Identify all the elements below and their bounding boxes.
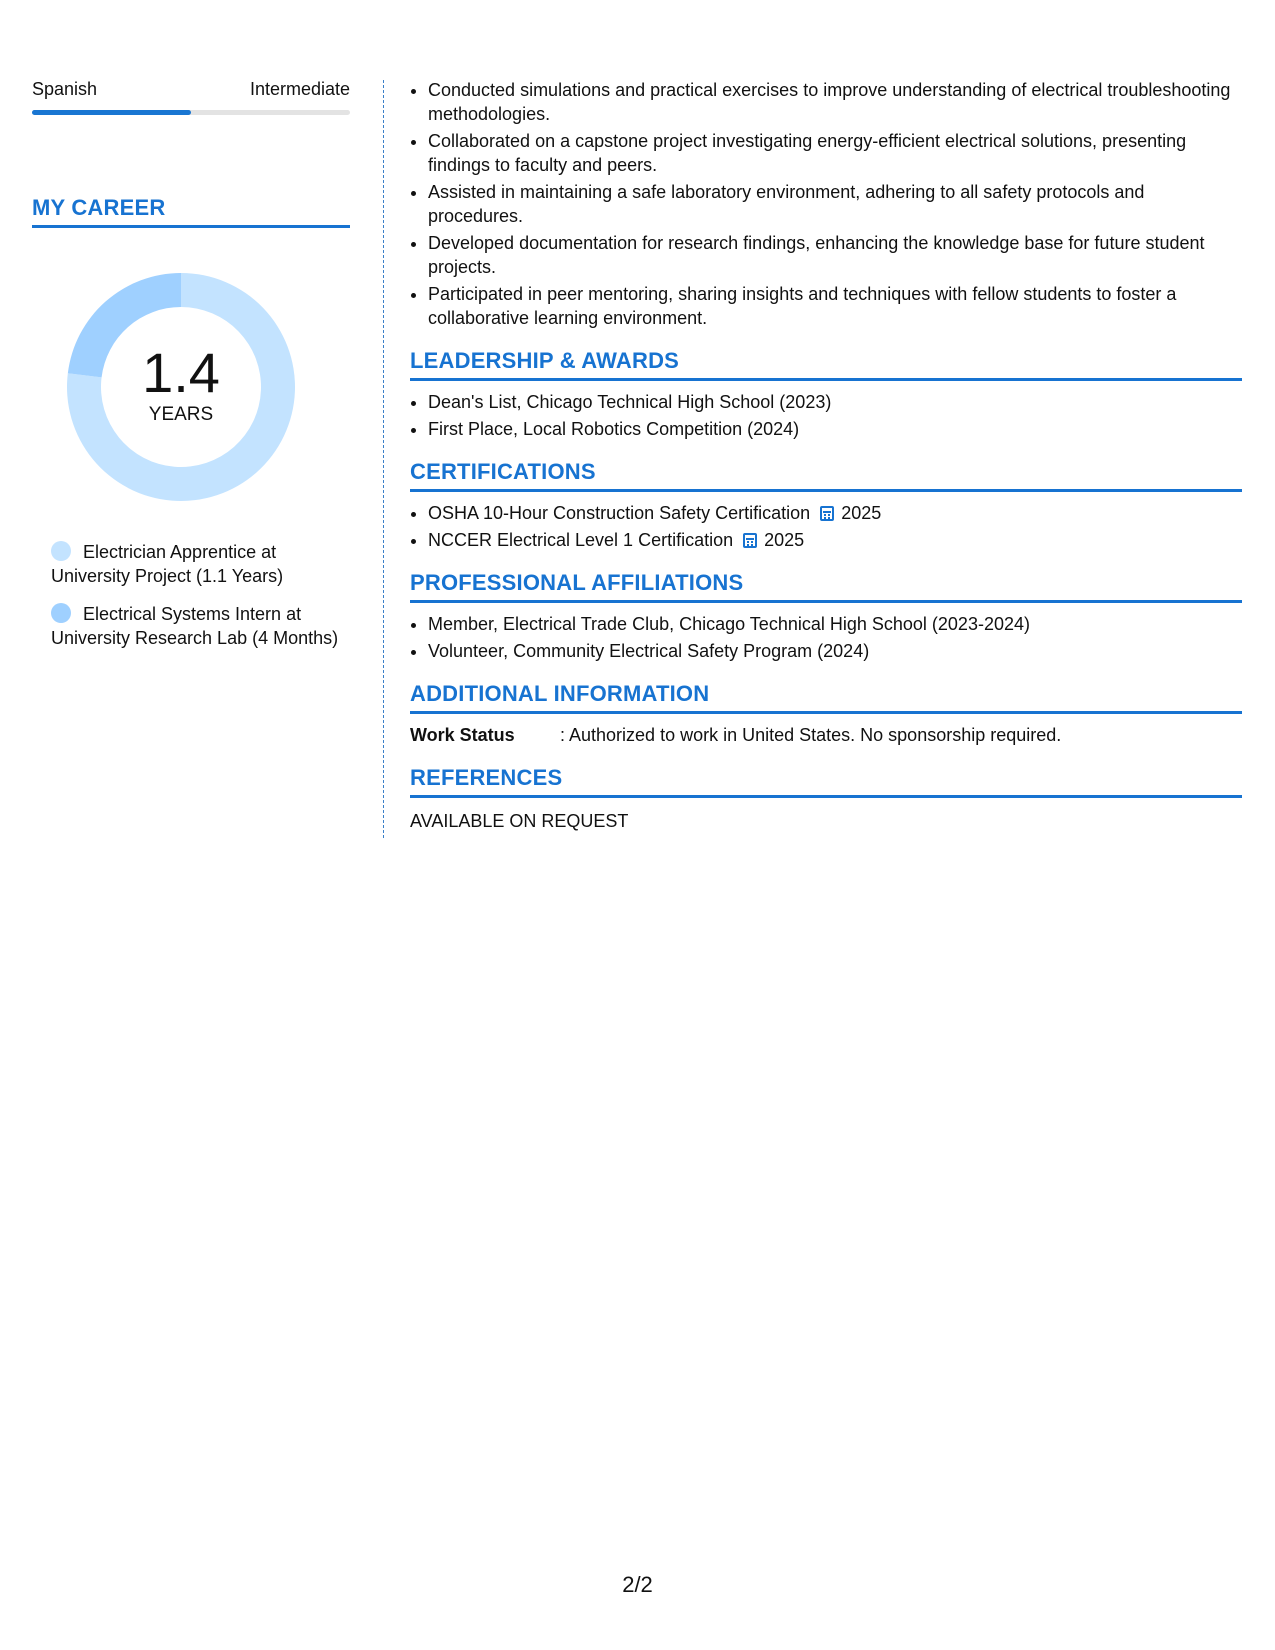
work-status-value: : Authorized to work in United States. No sponsorship required.	[560, 725, 1062, 745]
language-proficiency-bar	[32, 110, 350, 115]
legend-text: Electrical Systems Intern at University Research Lab (4 Months)	[51, 604, 339, 648]
legend-text: Electrician Apprentice at University Project (1.1 Years)	[51, 542, 284, 586]
career-legend	[51, 540, 350, 650]
career-total-value: 1.4	[142, 341, 220, 404]
affiliations-list	[410, 612, 1242, 663]
leadership-list	[410, 390, 1242, 441]
career-donut-chart	[66, 272, 296, 502]
calendar-icon	[820, 506, 834, 521]
list-item	[428, 501, 1242, 525]
column-divider	[383, 80, 384, 838]
affiliations-section	[410, 570, 1242, 663]
donut-center	[66, 341, 296, 426]
additional-info-section	[410, 681, 1242, 747]
references-text: AVAILABLE ON REQUEST	[410, 811, 629, 831]
experience-bullets	[410, 78, 1242, 330]
work-status-row	[410, 723, 1242, 747]
certification-name: NCCER Electrical Level 1 Certification	[428, 530, 734, 550]
list-item: • Dean's List, Chicago Technical High School (2023)	[428, 390, 1242, 414]
list-item: • Conducted simulations and practical exercises to improve understanding of electrical troubleshooting methodologies.	[428, 78, 1242, 126]
left-column	[32, 78, 350, 664]
calendar-icon	[743, 533, 757, 548]
language-row	[32, 78, 350, 100]
list-item: • Developed documentation for research findings, enhancing the knowledge base for future student projects.	[428, 231, 1242, 279]
certifications-section-title: CERTIFICATIONS	[410, 459, 1242, 492]
list-item: • Assisted in maintaining a safe laboratory environment, adhering to all safety protocols and procedures.	[428, 180, 1242, 228]
leadership-section-title: LEADERSHIP & AWARDS	[410, 348, 1242, 381]
language-proficiency-fill	[32, 110, 191, 115]
list-item: • Collaborated on a capstone project investigating energy-efficient electrical solutions, presenting findings to faculty and peers.	[428, 129, 1242, 177]
list-item	[428, 528, 1242, 552]
career-total-unit: YEARS	[148, 404, 214, 425]
references-section	[410, 765, 1242, 833]
legend-dot	[51, 541, 71, 561]
additional-info-section-title: ADDITIONAL INFORMATION	[410, 681, 1242, 714]
list-item: • Volunteer, Community Electrical Safety Program (2024)	[428, 639, 1242, 663]
language-level: Intermediate	[249, 79, 350, 99]
language-name: Spanish	[32, 79, 98, 99]
list-item: • Participated in peer mentoring, sharing insights and techniques with fellow students to foster a collaborative learning environment.	[428, 282, 1242, 330]
legend-item	[51, 602, 350, 650]
legend-dot	[51, 603, 71, 623]
list-item: • First Place, Local Robotics Competition (2024)	[428, 417, 1242, 441]
career-section-title: MY CAREER	[32, 195, 350, 228]
certifications-section	[410, 459, 1242, 552]
work-status-label: Work Status	[410, 725, 515, 745]
references-section-title: REFERENCES	[410, 765, 1242, 798]
certification-name: OSHA 10-Hour Construction Safety Certification	[428, 503, 811, 523]
affiliations-section-title: PROFESSIONAL AFFILIATIONS	[410, 570, 1242, 603]
certification-year: 2025	[764, 530, 805, 550]
list-item: • Member, Electrical Trade Club, Chicago Technical High School (2023-2024)	[428, 612, 1242, 636]
legend-item	[51, 540, 350, 588]
certifications-list	[410, 501, 1242, 552]
certification-year: 2025	[841, 503, 882, 523]
right-column	[410, 78, 1242, 833]
leadership-section	[410, 348, 1242, 441]
page-number: 2/2	[622, 1572, 653, 1597]
